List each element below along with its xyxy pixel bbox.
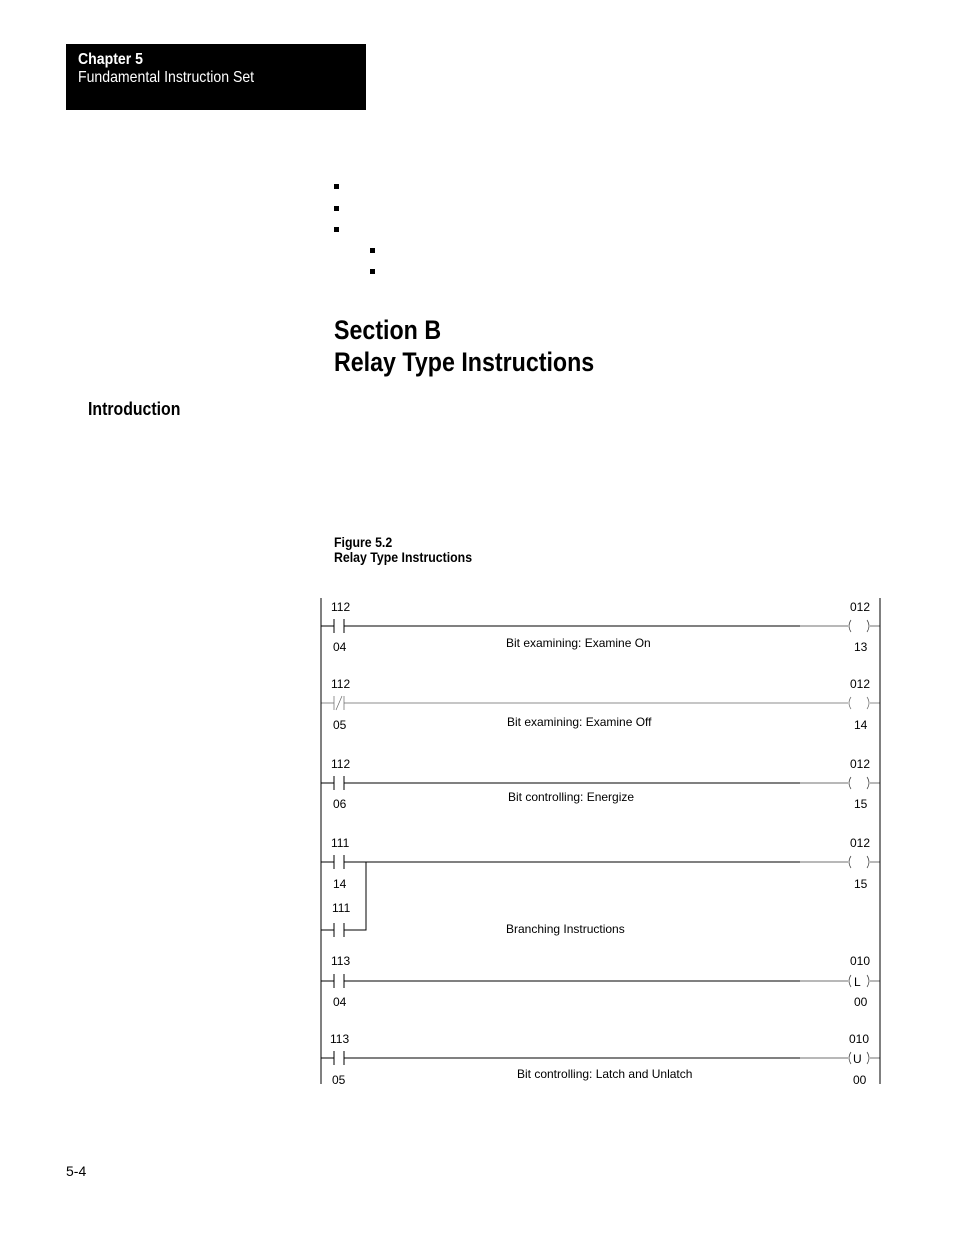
contact-examine-on (321, 776, 800, 790)
rung-label: Bit controlling: Latch and Unlatch (517, 1067, 693, 1081)
rung-unlatch (321, 1032, 880, 1087)
output-bit: 00 (853, 1073, 867, 1087)
output-address: 012 (850, 600, 871, 614)
rung-examine-on (321, 600, 880, 654)
rung-label: Bit examining: Examine Off (507, 715, 652, 729)
coil-unlatch (800, 1052, 880, 1064)
section-title-line1: Section B (334, 315, 442, 345)
output-address: 010 (849, 1032, 870, 1046)
side-heading-introduction: Introduction (88, 399, 181, 419)
output-bit: 15 (854, 877, 868, 891)
input-bit: 04 (333, 640, 347, 654)
output-bit: 15 (854, 797, 868, 811)
output-bit: 13 (854, 640, 868, 654)
contact-examine-on (321, 1051, 800, 1065)
rung-latch (321, 954, 880, 1009)
rung-branching (321, 836, 880, 937)
output-bit: 00 (854, 995, 868, 1009)
output-bit: 14 (854, 718, 868, 732)
chapter-subtitle: Fundamental Instruction Set (78, 69, 255, 86)
coil-letter: L (854, 975, 861, 989)
output-address: 010 (850, 954, 871, 968)
input-address: 113 (330, 1032, 350, 1046)
page-number: 5-4 (66, 1163, 87, 1179)
coil-letter: U (853, 1052, 862, 1066)
input-bit: 05 (333, 718, 347, 732)
chapter-label: Chapter 5 (78, 51, 143, 68)
contact-examine-on (321, 974, 800, 988)
input-address: 111 (331, 836, 350, 850)
contact-branch (321, 862, 366, 937)
coil-energize (800, 777, 880, 789)
contact-examine-on (321, 855, 800, 869)
section-title-line2: Relay Type Instructions (334, 347, 595, 377)
output-address: 012 (850, 677, 871, 691)
input-address: 112 (331, 677, 351, 691)
rung-examine-off (321, 677, 880, 732)
rung-label: Bit examining: Examine On (506, 636, 651, 650)
input-bit: 04 (333, 995, 347, 1009)
input-address: 113 (331, 954, 351, 968)
rung-label: Branching Instructions (506, 922, 625, 936)
coil-energize (800, 856, 880, 868)
input-address: 112 (331, 600, 351, 614)
coil-latch (800, 975, 880, 987)
input-bit: 05 (332, 1073, 346, 1087)
output-address: 012 (850, 757, 871, 771)
contact-examine-on (321, 619, 800, 633)
input-bit: 14 (333, 877, 347, 891)
input-bit: 06 (333, 797, 347, 811)
contact-examine-off (321, 696, 880, 710)
coil-energize (800, 620, 880, 632)
input-address: 112 (331, 757, 351, 771)
rung-energize (321, 757, 880, 811)
figure-title: Relay Type Instructions (334, 549, 473, 565)
branch-input-address: 111 (332, 901, 351, 915)
figure-number: Figure 5.2 (334, 534, 393, 550)
rung-label: Bit controlling: Energize (508, 790, 635, 804)
output-address: 012 (850, 836, 871, 850)
